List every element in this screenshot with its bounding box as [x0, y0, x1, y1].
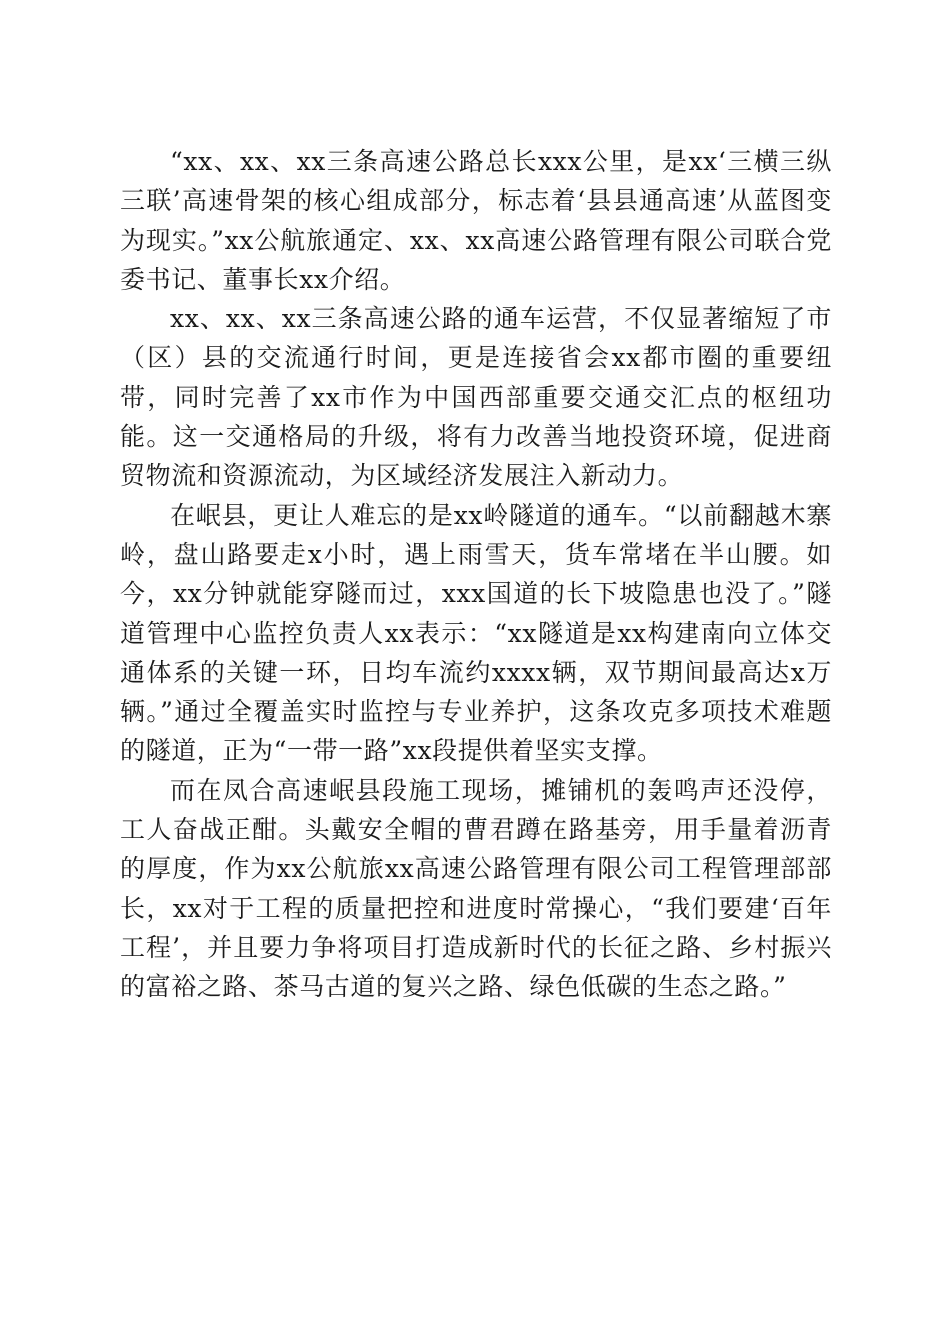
paragraph-2: xx、xx、xx三条高速公路的通车运营，不仅显著缩短了市（区）县的交流通行时间，更是连接省会xx都市圈的重要纽带，同时完善了xx市作为中国西部重要交通交汇点的枢纽功能。这一交通格局的升级，将有力改善当地投资环境，促进商贸物流和资源流动，为区域经济发展注入新动力。: [120, 304, 832, 491]
paragraph-3: 在岷县，更让人难忘的是xx岭隧道的通车。“以前翻越木寨岭，盘山路要走x小时，遇上雨雪天，货车常堵在半山腰。如今，xx分钟就能穿隧而过，xxx国道的长下坡隐患也没了。”隧道管理中心监控负责人xx表示：“xx隧道是xx构建南向立体交通体系的关键一环，日均车流约xxxx辆，双节期间最高达x万辆。”通过全覆盖实时监控与专业养护，这条攻克多项技术难题的隧道，正为“一带一路”xx段提供着坚实支撑。: [120, 500, 832, 766]
paragraph-4: 而在凤合高速岷县段施工现场，摊铺机的轰鸣声还没停，工人奋战正酣。头戴安全帽的曹君蹲在路基旁，用手量着沥青的厚度，作为xx公航旅xx高速公路管理有限公司工程管理部部长，xx对于工程的质量把控和进度时常操心，“我们要建‘百年工程’，并且要力争将项目打造成新时代的长征之路、乡村振兴的富裕之路、茶马古道的复兴之路、绿色低碳的生态之路。”: [120, 775, 832, 1002]
paragraph-1: “xx、xx、xx三条高速公路总长xxx公里，是xx‘三横三纵三联’高速骨架的核心组成部分，标志着‘县县通高速’从蓝图变为现实。”xx公航旅通定、xx、xx高速公路管理有限公司联合党委书记、董事长xx介绍。: [120, 147, 832, 294]
article-body: [120, 142, 832, 1007]
